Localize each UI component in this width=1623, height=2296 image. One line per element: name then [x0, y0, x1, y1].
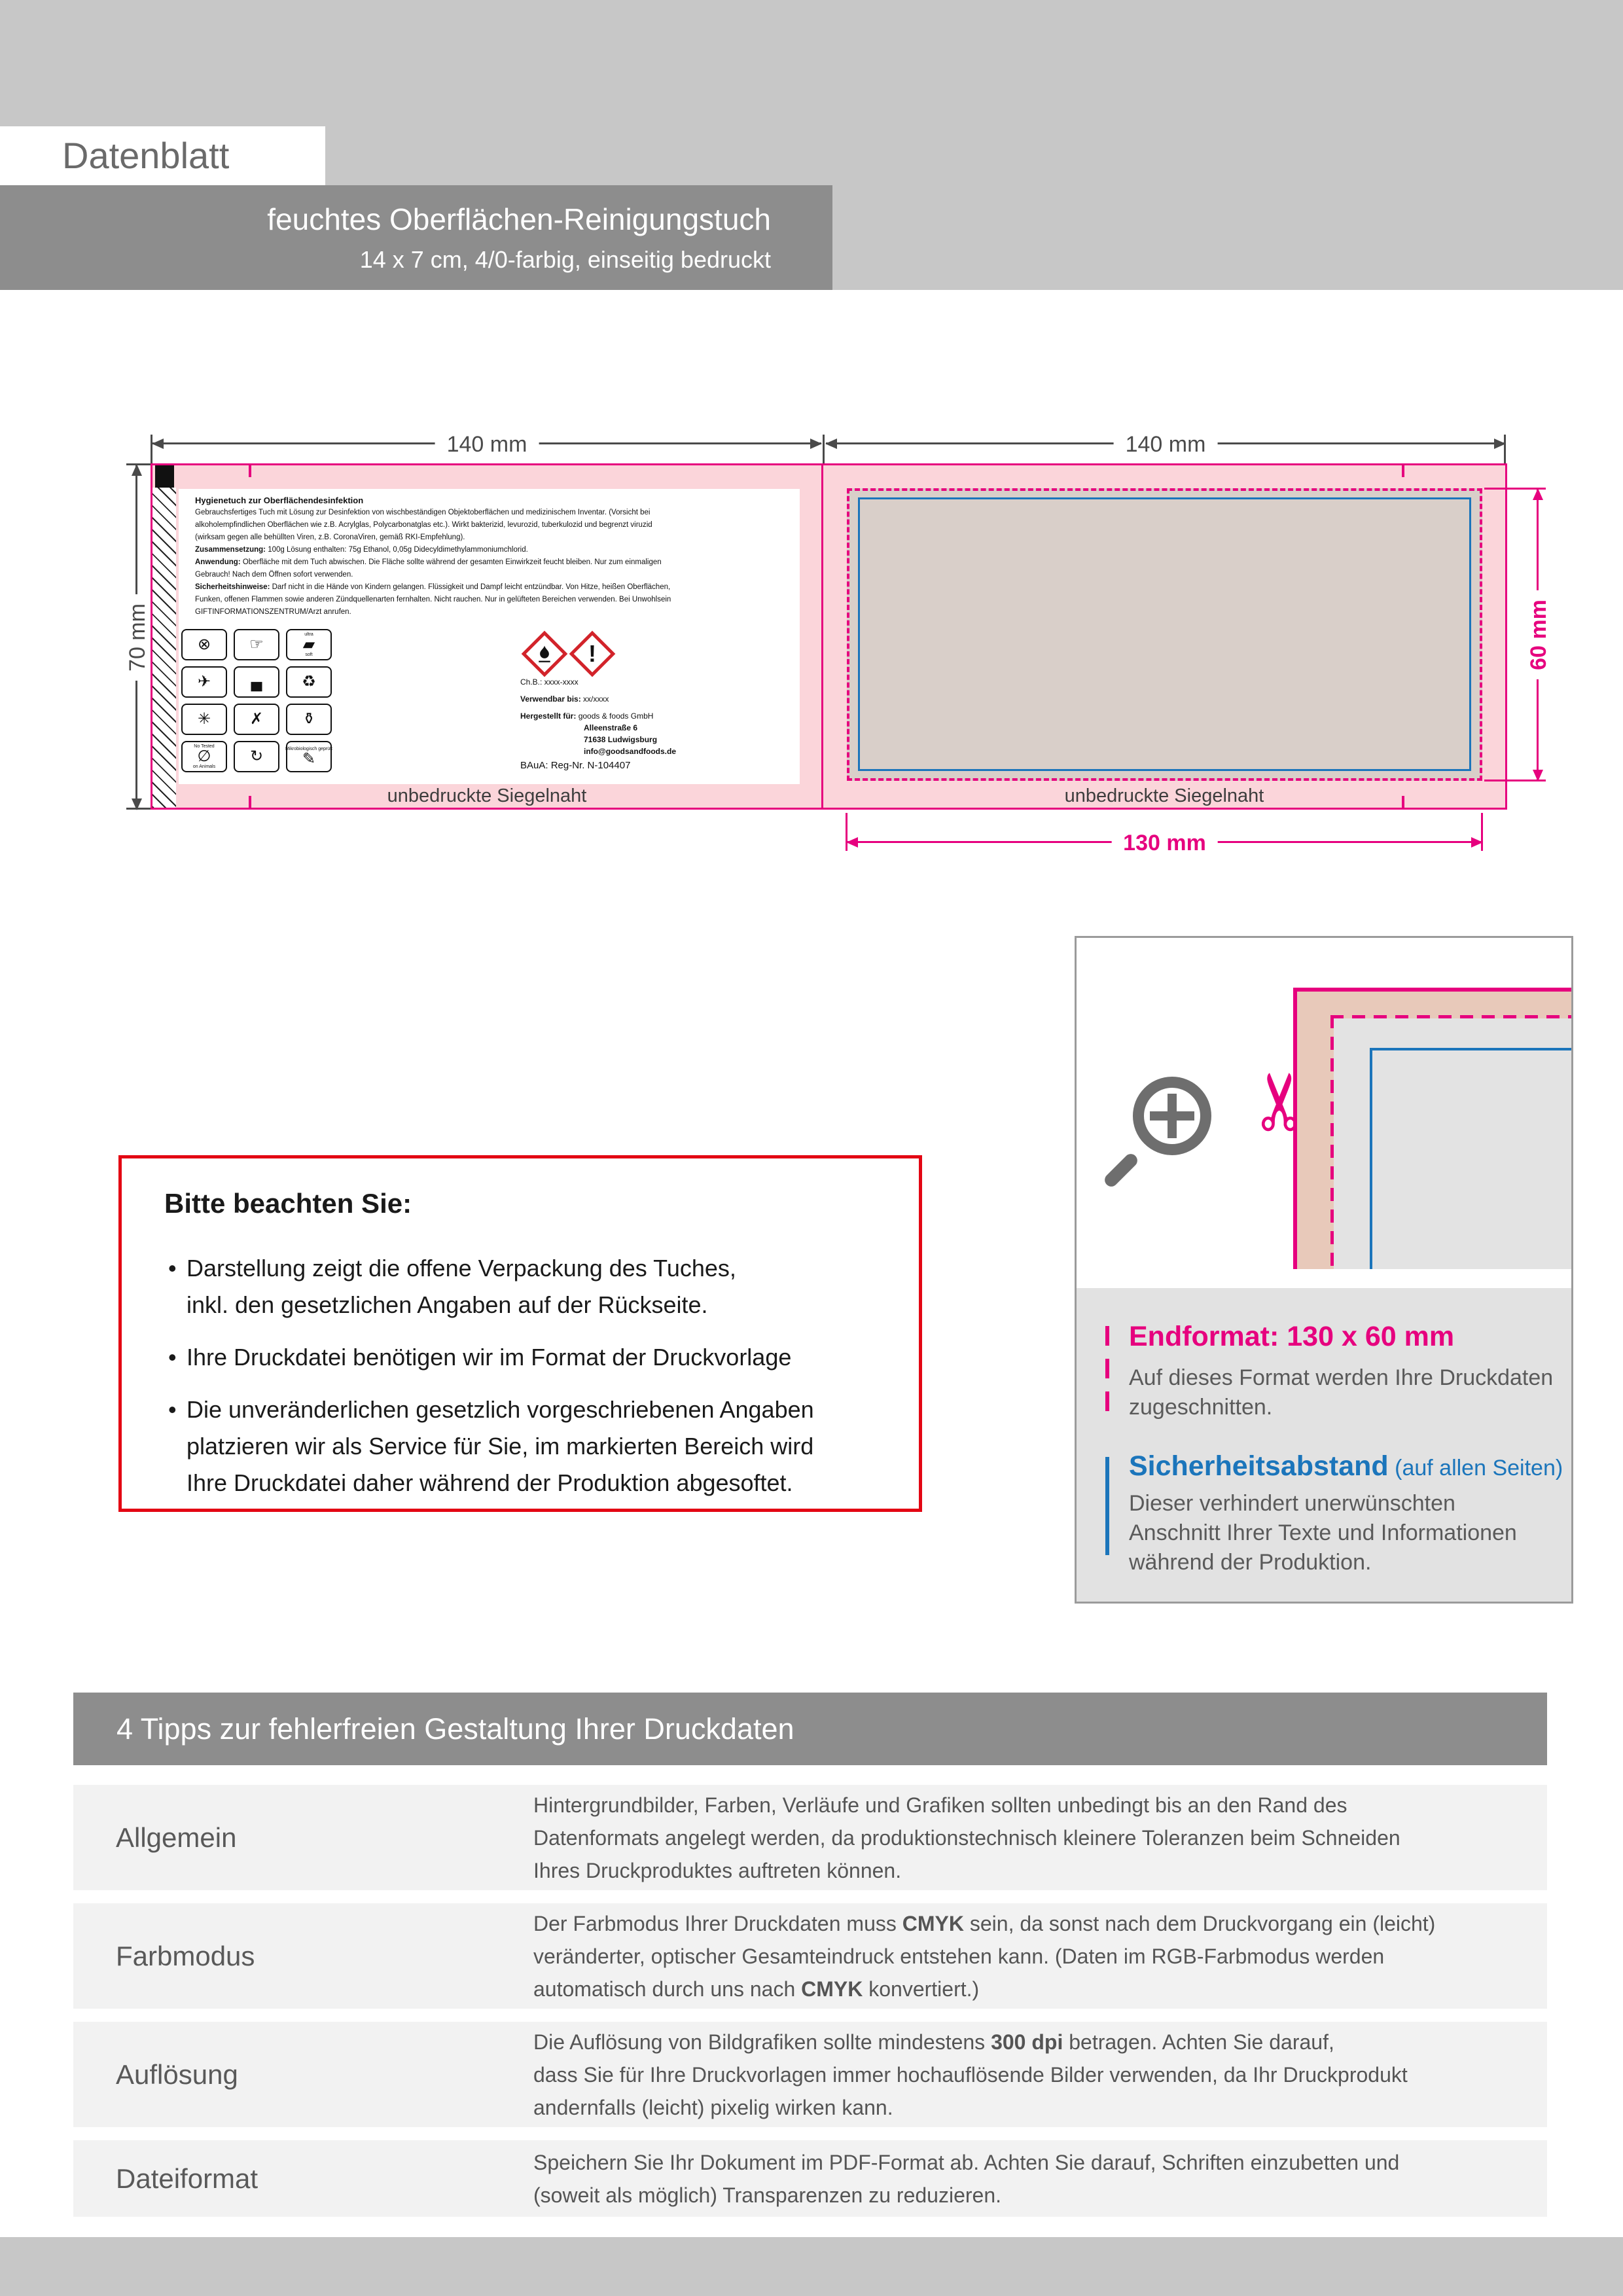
tip-label: Allgemein — [116, 1821, 237, 1853]
manufactured-for: Hergestellt für: goods & foods GmbH — [520, 711, 654, 721]
legal-text-block — [195, 494, 791, 619]
tip-label: Farbmodus — [116, 1940, 255, 1971]
dimension-height-right: 60 mm — [1537, 489, 1539, 781]
tip-row-aufloesung — [73, 2022, 1547, 2127]
batch-number: Ch.B.: xxxx-xxxx — [520, 677, 579, 687]
green-dot-icon: ↻ — [234, 741, 279, 772]
baua-registration: BAuA: Reg-Nr. N-104407 — [520, 760, 631, 771]
label-line: (wirksam gegen alle behüllten Viren, z.B. CoronaViren, gemäß RKI-Empfehlung). — [195, 533, 465, 541]
flame-glyph — [535, 644, 554, 664]
cut-line-vertical — [1330, 1015, 1334, 1269]
label-line: Zusammensetzung: 100g Lösung enthalten: 75g Ethanol, 0,05g Didecyldimethylammoniumchlorid. — [195, 546, 528, 554]
footer-bar — [0, 2237, 1623, 2296]
label-line: Hygienetuch zur Oberflächendesinfektion — [195, 495, 364, 505]
notice-bullets — [164, 1250, 891, 1517]
wipe-hands-icon: ☞ — [234, 629, 279, 660]
safety-title: Sicherheitsabstand — [1129, 1450, 1389, 1482]
no-disposal-icon: ⊗ — [181, 629, 227, 660]
scissors-icon: ✂ — [1237, 1068, 1325, 1135]
tip-label: Auflösung — [116, 2058, 238, 2090]
ghs-flame-icon — [522, 631, 568, 677]
tidyman-icon: ⚱ — [286, 704, 332, 735]
no-misuse-icon: ✗ — [234, 704, 279, 735]
safety-line-marker — [1105, 1457, 1109, 1555]
safety-text-line: während der Produktion. — [1129, 1550, 1372, 1575]
extension-line — [823, 435, 825, 463]
pouch-back-panel — [151, 463, 823, 810]
safety-title-row — [1129, 1450, 1563, 1482]
legal-label-area — [179, 489, 800, 784]
detail-illustration — [1077, 938, 1571, 1288]
sheet-title: Datenblatt — [62, 135, 230, 176]
label-line: Gebrauch! Nach dem Öffnen sofort verwenden. — [195, 571, 353, 579]
use-by: Verwendbar bis: xx/xxxx — [520, 694, 609, 704]
cut-line-horizontal — [1330, 1015, 1571, 1018]
notice-bullet: • Ihre Druckdatei benötigen wir im Format der Druckvorlage — [168, 1344, 792, 1371]
airplane-icon: ✈ — [181, 666, 227, 698]
notice-bullet: • Darstellung zeigt die offene Verpackung des Tuches, inkl. den gesetzlichen Angaben auf der Rückseite. — [168, 1255, 736, 1318]
dimension-width-left: 140 mm — [152, 442, 821, 444]
product-specs: 14 x 7 cm, 4/0-farbig, einseitig bedruckt — [359, 246, 771, 273]
tip-body: Die Auflösung von Bildgrafiken sollte mindestens 300 dpi betragen. Achten Sie darauf, dass Sie für Ihre Druckvorlagen immer hochauflösende Bilder verwenden, da Ihr Druckprodukt andernfalls (leicht) pixelig wirken kann. — [533, 2030, 1408, 2119]
safety-text-line: Dieser verhindert unerwünschten — [1129, 1491, 1455, 1516]
not-tested-on-animals-icon: No Tested ∅ on Animals — [181, 741, 227, 772]
ultra-soft-icon: ultra ▰ soft — [286, 629, 332, 660]
dimension-width-bottom: 130 mm — [847, 841, 1482, 843]
dimension-width-right: 140 mm — [826, 442, 1505, 444]
tip-label: Dateiformat — [116, 2162, 259, 2194]
endformat-text-line: zugeschnitten. — [1129, 1395, 1273, 1420]
label-line: alkoholempfindlichen Oberflächen wie z.B. Acrylglas, Polycarbonatglas etc.). Wirkt bakterizid, levurozid, tuberkulozid und begrenzt viruzid — [195, 521, 652, 529]
extension-line — [126, 808, 152, 810]
endformat-title: Endformat: 130 x 60 mm — [1129, 1321, 1455, 1352]
tip-body: Speichern Sie Ihr Dokument im PDF-Format ab. Achten Sie darauf, Schriften einzubetten und (soweit als möglich) Transparenzen zu reduzieren. — [533, 2150, 1400, 2207]
tip-row-allgemein — [73, 1785, 1547, 1890]
tip-body: Hintergrundbilder, Farben, Verläufe und Grafiken sollten unbedingt bis an den Rand des Datenformats angelegt werden, da produktionstechnisch kleinere Toleranzen beim Schneiden Ihres Druckproduktes auftreten können. — [533, 1793, 1400, 1882]
product-title: feuchtes Oberflächen-Reinigungstuch — [267, 202, 771, 236]
dimension-height-left: 70 mm — [135, 465, 137, 810]
sheet-title-box — [0, 126, 325, 185]
endformat-text-line: Auf dieses Format werden Ihre Druckdaten — [1129, 1365, 1554, 1390]
notice-bullet: • Die unveränderlichen gesetzlich vorgeschriebenen Angaben platzieren wir als Service für Sie, im markierten Bereich wird Ihre Druckdatei daher während der Produktion abgesoftet. — [168, 1396, 814, 1496]
safety-margin-rectangle — [858, 497, 1471, 771]
print-mark — [155, 465, 174, 488]
product-banner — [0, 185, 832, 290]
safety-title-suffix: (auf allen Seiten) — [1388, 1456, 1563, 1480]
seal-label-left: unbedruckte Siegelnaht — [387, 785, 587, 806]
label-line: Gebrauchsfertiges Tuch mit Lösung zur Desinfektion von wischbeständigen Objektoberflächen und medizinischem Inventar. (Vorsicht bei — [195, 509, 651, 516]
tip-row-farbmodus — [73, 1903, 1547, 2009]
tip-row-dateiformat — [73, 2140, 1547, 2217]
address-city: 71638 Ludwigsburg — [584, 735, 658, 744]
magnifier-handle — [1102, 1151, 1140, 1189]
detail-zoom-box — [1075, 936, 1573, 1604]
tips-banner — [73, 1693, 1547, 1765]
detail-legend — [1077, 1288, 1571, 1602]
safety-line-vertical — [1370, 1048, 1372, 1269]
notice-box — [118, 1155, 922, 1512]
fold-tick-top — [1402, 465, 1404, 477]
magnifier-plus — [1168, 1094, 1177, 1138]
recycling-icon: ♻ — [286, 666, 332, 698]
tip-body: Der Farbmodus Ihrer Druckdaten muss CMYK sein, da sonst nach dem Druckvorgang ein (leicht) veränderter, optischer Gesamteindruck entstehen kann. (Daten im RGB-Farbmodus werden automatisch durch uns nach CMYK konvertiert.) — [533, 1911, 1436, 2001]
tips-title: 4 Tipps zur fehlerfreien Gestaltung Ihrer Druckdaten — [116, 1712, 794, 1746]
address-email: info@goodsandfoods.de — [584, 747, 677, 756]
label-line: Funken, offenen Flammen sowie anderen Zündquellenarten fernhalten. Nicht rauchen. Nur in gelüfteten Bereichen verwenden. Bei Unwohlsein — [195, 596, 671, 603]
address-street: Alleenstraße 6 — [584, 723, 638, 732]
print-template-panel — [821, 463, 1507, 810]
seal-label-right: unbedruckte Siegelnaht — [1064, 785, 1264, 806]
label-line: Sicherheitshinweise: Darf nicht in die Hände von Kindern gelangen. Flüssigkeit und Dampf leicht entzündbar. Von Hitze, heißen Oberflächen, — [195, 583, 671, 591]
glue-seam-hatching — [152, 488, 176, 808]
label-line: Anwendung: Oberfläche mit dem Tuch abwischen. Die Fläche sollte während der gesamten Einwirkzeit feucht bleiben. Nur zum einmaligen — [195, 558, 662, 566]
safety-text-line: Anschnitt Ihrer Texte und Informationen — [1129, 1520, 1517, 1545]
car-icon: ▄ — [234, 666, 279, 698]
extension-line — [151, 435, 152, 463]
notice-title: Bitte beachten Sie: — [164, 1188, 412, 1219]
fold-tick-top — [249, 465, 251, 477]
microbiologically-tested-icon: Mikrobiologisch geprüft ✎ — [286, 741, 332, 772]
safety-line-horizontal — [1370, 1048, 1571, 1050]
explosion-hazard-icon: ✳ — [181, 704, 227, 735]
label-line: GIFTINFORMATIONSZENTRUM/Arzt anrufen. — [195, 608, 351, 616]
bleed-line-horizontal — [1293, 988, 1571, 992]
ghs-exclamation-icon: ! — [569, 631, 616, 677]
extension-line — [126, 463, 152, 465]
extension-line — [1504, 435, 1506, 463]
